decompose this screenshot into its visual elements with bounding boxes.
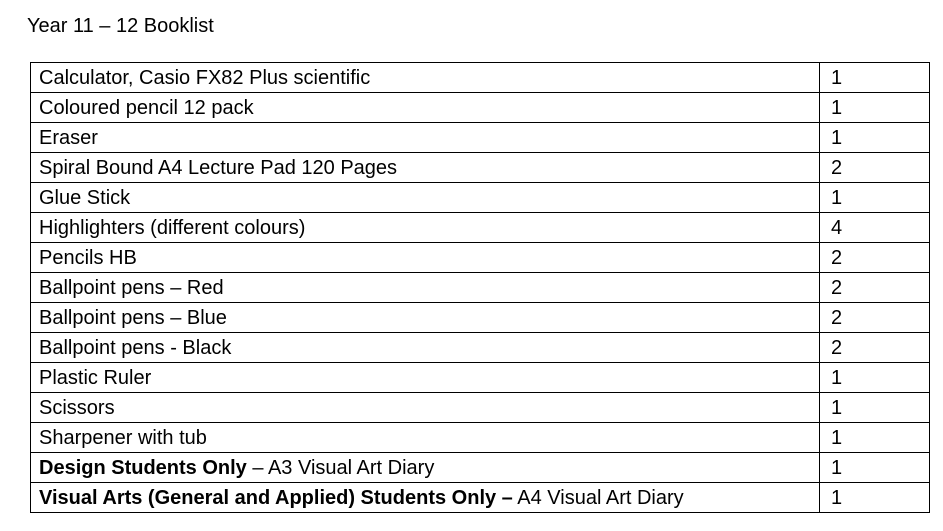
item-cell: Spiral Bound A4 Lecture Pad 120 Pages [31, 153, 820, 183]
quantity-cell: 2 [820, 333, 930, 363]
item-cell: Coloured pencil 12 pack [31, 93, 820, 123]
item-cell: Ballpoint pens – Blue [31, 303, 820, 333]
item-text: – A3 Visual Art Diary [246, 456, 435, 479]
item-cell: Ballpoint pens – Red [31, 273, 820, 303]
item-cell [31, 483, 820, 513]
table-row [31, 363, 930, 393]
table-row [31, 213, 930, 243]
quantity-cell: 2 [820, 153, 930, 183]
item-emphasis: Visual Arts (General and Applied) Students Only – [39, 486, 513, 509]
table-row [31, 183, 930, 213]
item-cell: Scissors [31, 393, 820, 423]
quantity-cell: 1 [820, 63, 930, 93]
table-row [31, 153, 930, 183]
table-row [31, 303, 930, 333]
item-cell: Sharpener with tub [31, 423, 820, 453]
table-row [31, 273, 930, 303]
quantity-cell: 1 [820, 483, 930, 513]
quantity-cell: 2 [820, 273, 930, 303]
table-row [31, 123, 930, 153]
item-cell [31, 453, 820, 483]
table-row [31, 423, 930, 453]
quantity-cell: 1 [820, 123, 930, 153]
item-cell: Ballpoint pens - Black [31, 333, 820, 363]
quantity-cell: 2 [820, 243, 930, 273]
item-cell: Plastic Ruler [31, 363, 820, 393]
item-cell: Calculator, Casio FX82 Plus scientific [31, 63, 820, 93]
item-cell: Pencils HB [31, 243, 820, 273]
table-row [31, 393, 930, 423]
quantity-cell: 1 [820, 93, 930, 123]
item-cell: Eraser [31, 123, 820, 153]
quantity-cell: 1 [820, 453, 930, 483]
item-cell: Glue Stick [31, 183, 820, 213]
quantity-cell: 2 [820, 303, 930, 333]
item-cell: Highlighters (different colours) [31, 213, 820, 243]
quantity-cell: 1 [820, 423, 930, 453]
table-row [31, 93, 930, 123]
table-row [31, 63, 930, 93]
quantity-cell: 1 [820, 393, 930, 423]
table-row [31, 333, 930, 363]
table-row [31, 483, 930, 513]
quantity-cell: 4 [820, 213, 930, 243]
quantity-cell: 1 [820, 183, 930, 213]
item-text: A4 Visual Art Diary [512, 486, 684, 509]
table-row [31, 453, 930, 483]
booklist-table [30, 62, 930, 513]
item-emphasis: Design Students Only [39, 456, 247, 479]
page-title: Year 11 – 12 Booklist [27, 15, 214, 37]
quantity-cell: 1 [820, 363, 930, 393]
table-row [31, 243, 930, 273]
